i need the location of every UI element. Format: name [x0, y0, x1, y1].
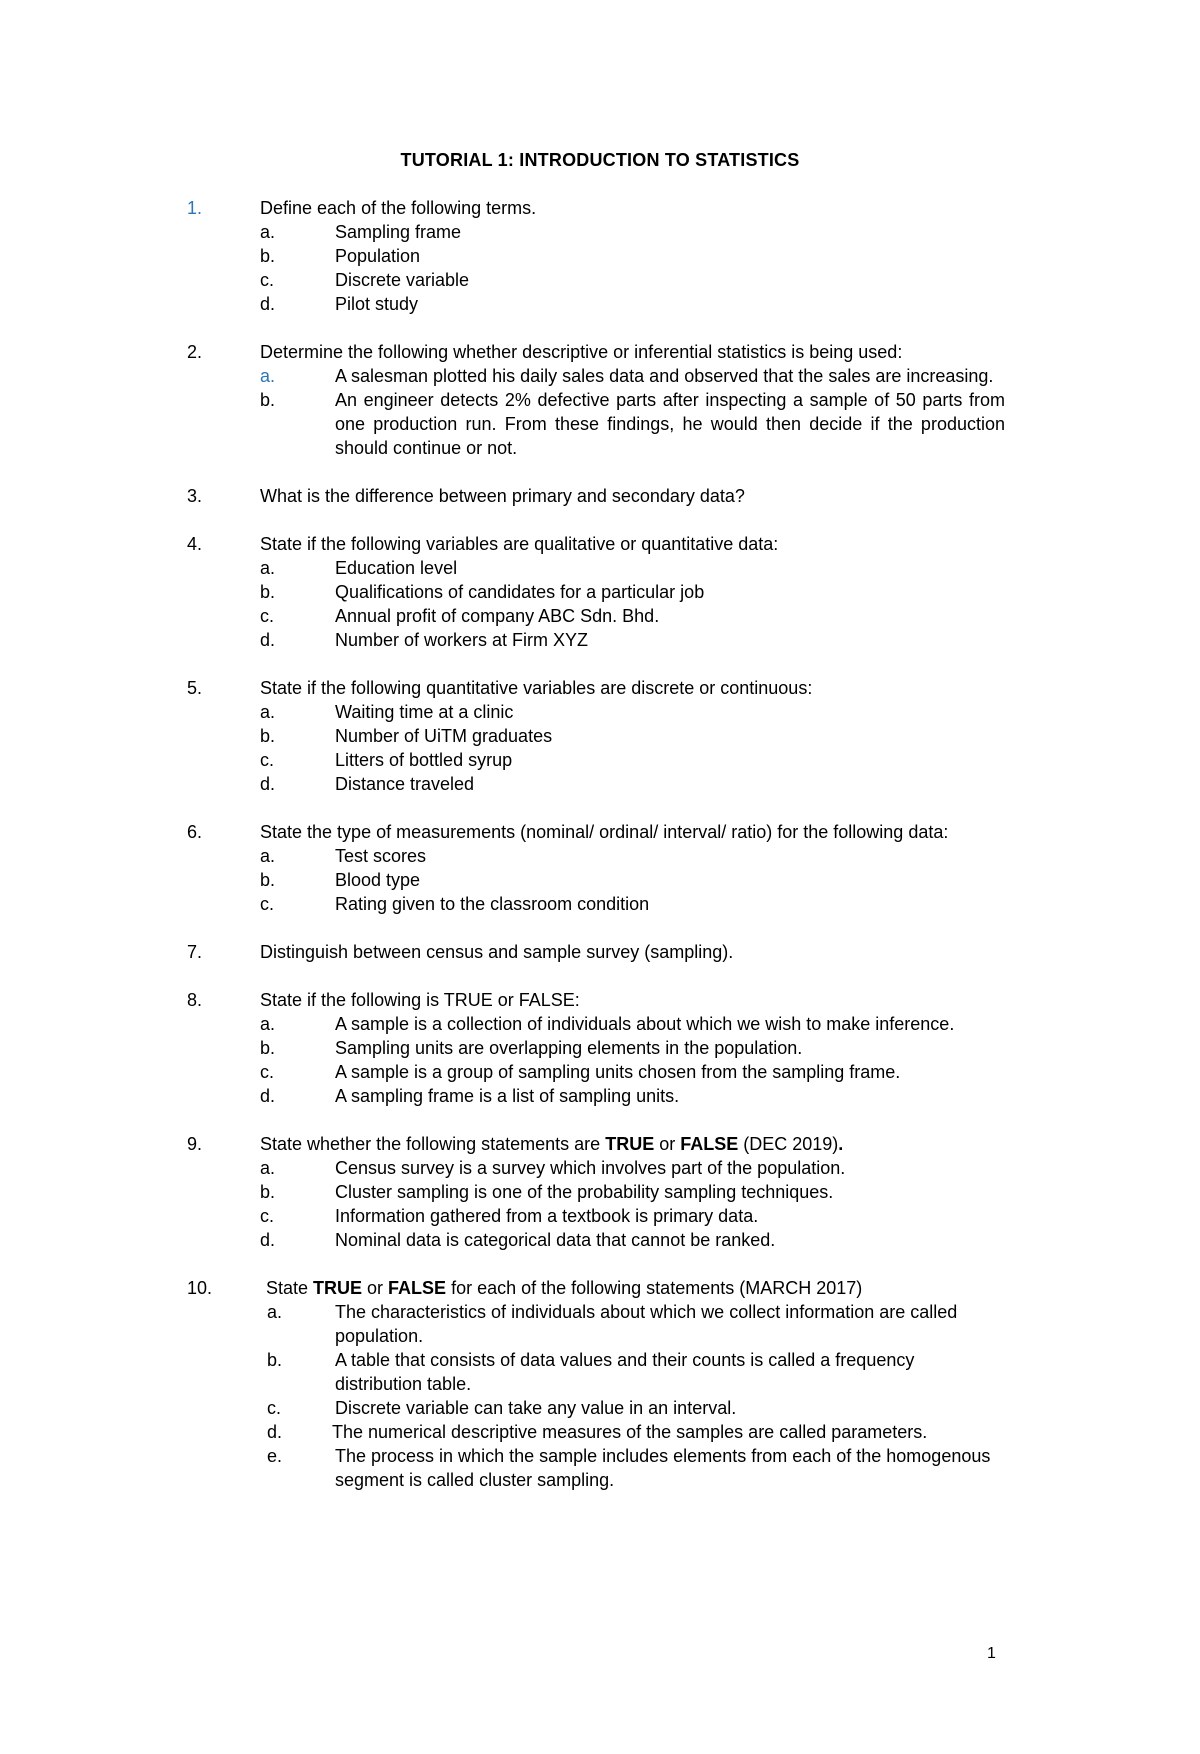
question-1	[0, 196, 1200, 316]
question-text: What is the difference between primary and secondary data?	[260, 486, 745, 506]
question-text: Determine the following whether descriptive or inferential statistics is being used:	[260, 342, 903, 362]
item-letter: a.	[260, 222, 276, 242]
item-letter: d.	[260, 1086, 276, 1106]
question-4	[0, 532, 1200, 652]
list-item	[0, 580, 1200, 604]
item-text: An engineer detects 2% defective parts after inspecting a sample of 50 parts from one production run. From these findings, he would then decide if the production should continue or not.	[335, 390, 1005, 458]
question-number: 9.	[187, 1134, 203, 1154]
item-letter: a.	[260, 1014, 276, 1034]
item-text: Rating given to the classroom condition	[335, 894, 650, 914]
item-letter: d.	[260, 630, 276, 650]
item-letter: c.	[260, 606, 275, 626]
item-text: Cluster sampling is one of the probability sampling techniques.	[335, 1182, 834, 1202]
item-text: A sampling frame is a list of sampling units.	[335, 1086, 680, 1106]
list-item	[0, 220, 1200, 244]
item-letter: d.	[260, 1230, 276, 1250]
list-item	[0, 1036, 1200, 1060]
question-text-part: State	[266, 1278, 314, 1298]
list-item	[0, 1084, 1200, 1108]
question-2	[0, 340, 1200, 460]
question-number: 10.	[187, 1278, 213, 1298]
item-letter: c.	[260, 1206, 275, 1226]
item-letter: b.	[260, 582, 276, 602]
item-letter: b.	[260, 246, 276, 266]
list-item	[0, 868, 1200, 892]
true-keyword: TRUE	[313, 1278, 363, 1298]
question-7	[0, 940, 1200, 964]
item-letter: d.	[260, 774, 276, 794]
item-text: Pilot study	[335, 294, 419, 314]
item-letter: c.	[260, 750, 275, 770]
question-text: State if the following variables are qualitative or quantitative data:	[260, 534, 779, 554]
item-text: Sampling units are overlapping elements in the population.	[335, 1038, 803, 1058]
item-text: Distance traveled	[335, 774, 475, 794]
item-text: Blood type	[335, 870, 421, 890]
question-number: 1.	[187, 198, 203, 218]
item-text: The characteristics of individuals about which we collect information are called population.	[335, 1302, 958, 1346]
list-item	[0, 1396, 1200, 1420]
item-text: Waiting time at a clinic	[335, 702, 514, 722]
item-text: A sample is a group of sampling units chosen from the sampling frame.	[335, 1062, 901, 1082]
list-item	[0, 388, 1200, 460]
item-text: Qualifications of candidates for a particular job	[335, 582, 705, 602]
question-number: 4.	[187, 534, 203, 554]
question-text-part: or	[362, 1278, 389, 1298]
question-text-part: State whether the following statements are	[260, 1134, 606, 1154]
question-text-part: for each of the following statements (MARCH 2017)	[446, 1278, 863, 1298]
true-keyword: TRUE	[605, 1134, 655, 1154]
question-text-part: (DEC 2019)	[738, 1134, 839, 1154]
list-item	[0, 1420, 1200, 1444]
false-keyword: FALSE	[388, 1278, 447, 1298]
list-item	[0, 1444, 1200, 1492]
list-item	[0, 772, 1200, 796]
item-letter: e.	[267, 1446, 283, 1466]
list-item	[0, 1204, 1200, 1228]
item-letter: b.	[260, 390, 276, 410]
item-text: Discrete variable	[335, 270, 470, 290]
question-number: 2.	[187, 342, 203, 362]
question-text	[260, 1132, 1005, 1156]
item-letter: a.	[260, 702, 276, 722]
question-text-end: .	[838, 1134, 844, 1154]
item-text: Number of UiTM graduates	[335, 726, 553, 746]
question-5	[0, 676, 1200, 796]
item-text: Annual profit of company ABC Sdn. Bhd.	[335, 606, 660, 626]
item-letter: d.	[260, 294, 276, 314]
item-letter: d.	[267, 1422, 283, 1442]
list-item	[0, 1300, 1200, 1348]
list-item	[0, 628, 1200, 652]
item-letter: b.	[260, 1038, 276, 1058]
item-text: A table that consists of data values and their counts is called a frequency distribution table.	[335, 1350, 915, 1394]
item-text: Census survey is a survey which involves part of the population.	[335, 1158, 846, 1178]
question-number: 7.	[187, 942, 203, 962]
item-text: Litters of bottled syrup	[335, 750, 513, 770]
question-number: 8.	[187, 990, 203, 1010]
item-letter: c.	[260, 1062, 275, 1082]
question-8	[0, 988, 1200, 1108]
list-item	[0, 748, 1200, 772]
question-6	[0, 820, 1200, 916]
list-item	[0, 1180, 1200, 1204]
item-letter: b.	[260, 870, 276, 890]
list-item	[0, 700, 1200, 724]
list-item	[0, 604, 1200, 628]
item-text: A sample is a collection of individuals about which we wish to make inference.	[335, 1014, 955, 1034]
list-item	[0, 1348, 1200, 1396]
item-letter: b.	[267, 1350, 283, 1370]
question-text-part: or	[654, 1134, 681, 1154]
question-text: Define each of the following terms.	[260, 198, 537, 218]
question-number: 5.	[187, 678, 203, 698]
item-text: Test scores	[335, 846, 427, 866]
item-text: Nominal data is categorical data that cannot be ranked.	[335, 1230, 776, 1250]
question-text: State if the following quantitative variables are discrete or continuous:	[260, 678, 813, 698]
list-item	[0, 844, 1200, 868]
list-item	[0, 724, 1200, 748]
question-text	[266, 1276, 1011, 1300]
question-text: Distinguish between census and sample survey (sampling).	[260, 942, 734, 962]
item-text: A salesman plotted his daily sales data and observed that the sales are increasing.	[335, 366, 994, 386]
page-title: TUTORIAL 1: INTRODUCTION TO STATISTICS	[400, 150, 800, 170]
item-letter: c.	[260, 894, 275, 914]
item-letter: a.	[260, 846, 276, 866]
item-letter: a.	[260, 558, 276, 578]
question-9	[0, 1132, 1200, 1252]
page-number: 1	[987, 1645, 996, 1662]
list-item	[0, 1156, 1200, 1180]
list-item	[0, 364, 1200, 388]
item-letter: a.	[260, 366, 276, 386]
question-number: 6.	[187, 822, 203, 842]
list-item	[0, 1012, 1200, 1036]
item-text: Population	[335, 246, 421, 266]
item-text: Education level	[335, 558, 458, 578]
item-text: The process in which the sample includes elements from each of the homogenous segment is called cluster sampling.	[335, 1446, 991, 1490]
list-item	[0, 1060, 1200, 1084]
question-10	[0, 1276, 1200, 1492]
item-letter: c.	[267, 1398, 282, 1418]
list-item	[0, 244, 1200, 268]
item-text: The numerical descriptive measures of the samples are called parameters.	[332, 1422, 928, 1442]
question-number: 3.	[187, 486, 203, 506]
question-list	[0, 196, 1200, 1516]
item-text: Number of workers at Firm XYZ	[335, 630, 589, 650]
item-text: Discrete variable can take any value in an interval.	[335, 1398, 737, 1418]
item-letter: a.	[267, 1302, 283, 1322]
list-item	[0, 892, 1200, 916]
false-keyword: FALSE	[680, 1134, 739, 1154]
item-letter: b.	[260, 1182, 276, 1202]
item-letter: b.	[260, 726, 276, 746]
question-3	[0, 484, 1200, 508]
item-text: Sampling frame	[335, 222, 462, 242]
item-letter: a.	[260, 1158, 276, 1178]
item-letter: c.	[260, 270, 275, 290]
list-item	[0, 268, 1200, 292]
list-item	[0, 292, 1200, 316]
list-item	[0, 556, 1200, 580]
list-item	[0, 1228, 1200, 1252]
question-text: State the type of measurements (nominal/ ordinal/ interval/ ratio) for the following data:	[260, 822, 949, 842]
question-text: State if the following is TRUE or FALSE:	[260, 990, 580, 1010]
item-text: Information gathered from a textbook is primary data.	[335, 1206, 759, 1226]
